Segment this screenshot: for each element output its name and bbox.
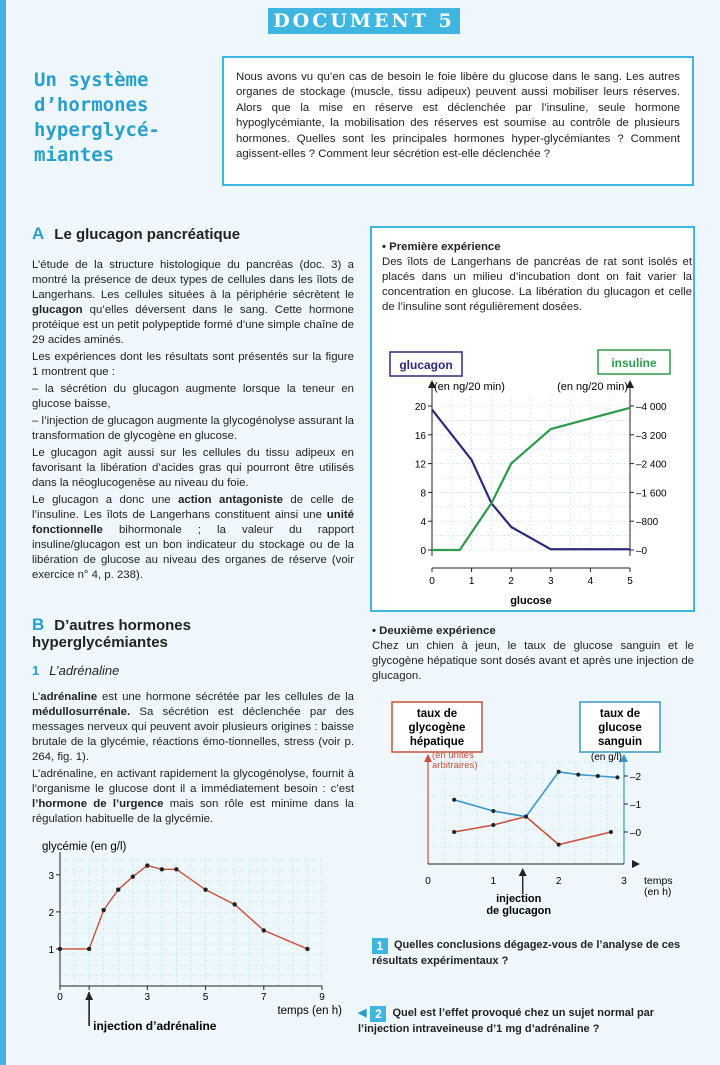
data-point [452, 798, 456, 802]
data-point [615, 775, 619, 779]
question-number: 1 [372, 938, 388, 954]
experiment-1-text [382, 240, 692, 315]
injection-label: injection [496, 893, 542, 905]
data-point [609, 830, 613, 834]
data-point [305, 947, 309, 951]
y-tick-label: –0 [630, 828, 642, 839]
experiment-2-text [372, 624, 694, 684]
data-point [491, 823, 495, 827]
data-point [557, 770, 561, 774]
data-point [203, 887, 207, 891]
paragraph: Le glucagon agit aussi sur les cellules du tissu adipeux en favorisant la libération d’acides gras qui pourront être utilisés dans la néoglucogenèse au niveau du foie. [32, 447, 354, 489]
x-tick-label: 1 [490, 876, 497, 887]
y-axis-label: glycémie (en g/l) [42, 841, 127, 853]
x-tick-label: 7 [260, 992, 267, 1003]
title-line: hyperglycé- [34, 119, 160, 141]
data-point [262, 928, 266, 932]
glucagon-insulin-chart [372, 346, 694, 608]
document-banner: DOCUMENT 5 [268, 8, 460, 34]
experiment-description: Chez un chien à jeun, le taux de glucose sanguin et le glycogène hépatique sont dosés avant et après une injection de glucagon. [372, 640, 694, 682]
data-point [596, 774, 600, 778]
legend-label: sanguin [597, 736, 643, 748]
y-axis-label-left: (en ng/20 min) [434, 381, 505, 393]
x-axis-label: temps (en h) [277, 1005, 342, 1017]
title-line: Un système [34, 69, 149, 91]
x-tick-label: 0 [57, 992, 63, 1003]
x-axis-label: glucose [510, 595, 552, 607]
data-point [557, 843, 561, 847]
y-tick-label: 16 [414, 430, 426, 442]
x-axis-arrow [632, 860, 640, 868]
legend-label-insuline: insuline [611, 356, 657, 370]
title-line: miantes [34, 144, 115, 166]
y-tick-label: –3 200 [636, 430, 667, 442]
data-point [131, 874, 135, 878]
x-tick-label: 0 [429, 576, 435, 587]
legend-label: taux de [416, 708, 458, 720]
legend-label: hépatique [409, 736, 465, 748]
x-tick-label: 2 [555, 876, 562, 887]
x-tick-label: 3 [548, 576, 554, 587]
data-point [491, 809, 495, 813]
question-number: 2 [370, 1006, 386, 1022]
paragraph: – la sécrétion du glucagon augmente lorsque la teneur en glucose baisse, [32, 383, 354, 410]
y-tick-label: –800 [636, 517, 659, 529]
y-tick-label: –2 [630, 772, 642, 783]
data-point [524, 815, 528, 819]
y-tick-label: 0 [420, 546, 426, 557]
question-2: ◀ 2 Quel est l’effet provoqué chez un sujet normal par l’injection intraveineuse d’1 mg d’adrénaline ? [358, 1007, 655, 1035]
section-letter: B [32, 615, 45, 634]
data-point [160, 867, 164, 871]
x-tick-label: 2 [508, 576, 514, 587]
data-point [58, 947, 62, 951]
x-tick-label: 0 [425, 876, 431, 887]
paragraph: L’adrénaline, en activant rapidement la glycogénolyse, fournit à l’organisme le glucose dont il a immédiatement besoin : c’est l’hormone de l’urgence mais son rôle est minime dans la régulation habituelle de la glycémie. [32, 768, 354, 825]
paragraph: Les expériences dont les résultats sont présentés sur la figure 1 montrent que : [32, 351, 354, 378]
experiment-title: • Première expérience [382, 241, 501, 253]
y-tick-label: 3 [48, 870, 54, 882]
y-tick-label: –0 [636, 546, 648, 557]
subsection-title: 1 L’adrénaline [32, 663, 120, 678]
section-title-text: Le glucagon pancréatique [54, 226, 241, 243]
y-axis-label-right: (en ng/20 min) [557, 381, 628, 393]
y-tick-label: –2 400 [636, 459, 667, 471]
injection-label: injection d’adrénaline [93, 1019, 217, 1033]
data-point [145, 863, 149, 867]
y-tick-label: 12 [414, 459, 426, 471]
data-point [174, 867, 178, 871]
intro-box: Nous avons vu qu’en cas de besoin le foie libère du glucose dans le sang. Les autres organes de stockage (muscle, tissu adipeux) peuvent aussi mobiliser leurs réserves. Alors que la mise en réserve est déclenchée par l’insuline, seule hormone hypoglycémiante, la mobilisation des réserves est soumise au contrôle de plusieurs hormones. Quelles sont les principales hormones hyper-glycémiantes ? Comment agissent-elles ? Comment leur sécrétion est-elle déclenchée ? [222, 56, 694, 186]
title-line: d’hormones [34, 94, 149, 116]
x-axis-label: (en h) [644, 886, 672, 898]
x-axis-label: temps [644, 875, 673, 887]
y-tick-label: –1 600 [636, 488, 667, 500]
y-axis-label-left: arbitraires) [432, 760, 478, 771]
series-line [454, 817, 611, 845]
legend-label: taux de [599, 708, 641, 720]
experiment-title: • Deuxième expérience [372, 625, 496, 637]
experiment-description: Des îlots de Langerhans de pancréas de rat sont isolés et placés dans un milieu d’incubation dont on fait varier la concentration en glucose. La libération du glucagon et celle de l’insuline sont régulièrement dosées. [382, 256, 692, 313]
y-axis-arrow [424, 754, 432, 762]
legend-label: glycogène [408, 722, 466, 734]
paragraph: L’étude de la structure histologique du pancréas (doc. 3) a montré la présence de deux types de cellules dans les îlots de Langerhans. Les cellules situées à la périphérie sécrètent le glucagon qu’elles déversent dans le sang. Cette hormone protéique est un petit polypeptide formé d’une simple chaîne de 29 acides aminés. [32, 259, 354, 346]
legend-label-glucagon: glucagon [399, 358, 453, 372]
y-axis-label-right: (en g/l) [590, 752, 622, 763]
x-tick-label: 3 [144, 992, 151, 1003]
y-axis-label-left: (en unités [432, 750, 474, 761]
x-tick-label: 4 [587, 576, 594, 587]
series-line [454, 772, 617, 817]
y-tick-label: 4 [420, 517, 426, 529]
section-b-title: B D’autres hormones hyperglycémiantes [32, 615, 191, 651]
x-tick-label: 5 [627, 576, 633, 587]
section-b [32, 616, 354, 829]
section-a-title [32, 226, 354, 242]
page-title [34, 68, 224, 168]
question-1: 1 Quelles conclusions dégagez-vous de l’analyse de ces résultats expérimentaux ? [372, 939, 681, 967]
adrenaline-chart [30, 836, 360, 1040]
y-tick-label: –1 [630, 800, 642, 811]
data-point [452, 830, 456, 834]
section-letter: A [32, 224, 45, 243]
section-a [32, 226, 354, 585]
y-tick-label: 1 [48, 944, 54, 956]
paragraph: – l’injection de glucagon augmente la glycogénolyse assurant la transformation de glycogène en glucose. [32, 415, 354, 442]
data-point [576, 773, 580, 777]
x-tick-label: 5 [202, 992, 209, 1003]
data-point [232, 902, 236, 906]
glucagon-injection-chart [372, 700, 694, 918]
data-point [101, 908, 105, 912]
paragraph: L’adrénaline est une hormone sécrétée par les cellules de la médullosurrénale. Sa sécrétion est déclenchée par des messages nerveux qui peuvent avoir plusieurs origines : baisse brutale de la glycémie, réactions émo-tionnelles, stress (voir p. 264, fig. 1). [32, 691, 354, 763]
x-tick-label: 1 [468, 576, 475, 587]
y-tick-label: 20 [414, 402, 426, 413]
data-point [87, 947, 91, 951]
paragraph: Le glucagon a donc une action antagoniste de celle de l’insuline. Les îlots de Langerhans constituent ainsi une unité fonctionnelle bihormonale ; la valeur du rapport insuline/glucagon est un bon indicateur du stockage ou de la libération de glucose au niveau des organes de réserve (voir exercice n° 4, p. 238). [32, 494, 354, 581]
injection-arrow-head [519, 868, 527, 876]
x-tick-label: 3 [621, 876, 627, 887]
y-tick-label: 2 [48, 907, 54, 919]
y-tick-label: –4 000 [636, 402, 667, 413]
injection-label: de glucagon [486, 905, 552, 917]
legend-label: glucose [598, 722, 642, 734]
y-tick-label: 8 [420, 488, 426, 500]
x-tick-label: 9 [319, 992, 325, 1003]
series-line [60, 866, 307, 949]
data-point [116, 887, 120, 891]
